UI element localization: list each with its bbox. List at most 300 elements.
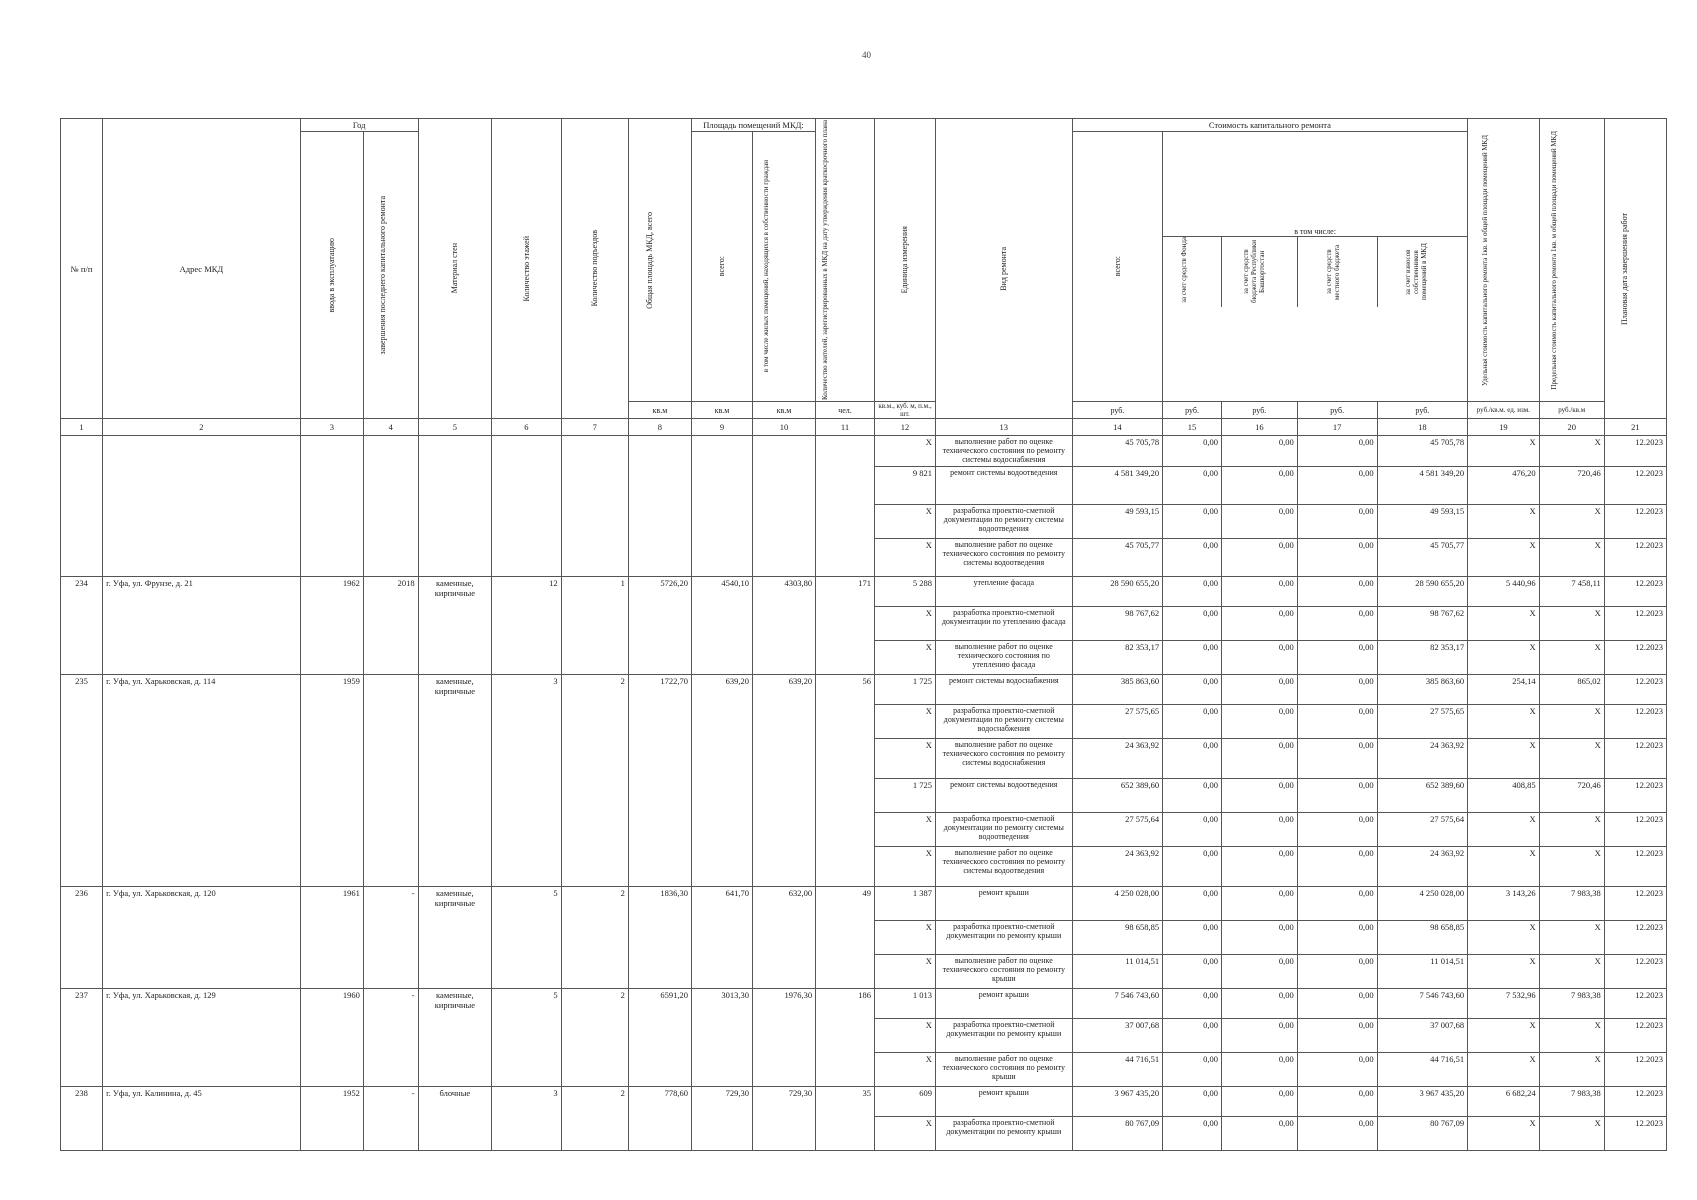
column-number: 18 bbox=[1377, 419, 1467, 436]
work-unit: X bbox=[874, 1052, 935, 1086]
year-commission: 1959 bbox=[300, 674, 363, 886]
specific-cost: 5 440,96 bbox=[1468, 576, 1540, 606]
total-area: 1836,30 bbox=[628, 886, 691, 988]
cost-fund: 0,00 bbox=[1163, 812, 1222, 846]
premises-area: 4540,10 bbox=[691, 576, 752, 674]
cost-total: 11 014,51 bbox=[1072, 954, 1162, 988]
work-unit: 1 725 bbox=[874, 674, 935, 704]
column-number: 13 bbox=[935, 419, 1072, 436]
work-type: разработка проектно-сметной документации по ремонту крыши bbox=[935, 920, 1072, 954]
cost-total: 652 389,60 bbox=[1072, 778, 1162, 812]
max-cost: X bbox=[1539, 504, 1604, 538]
column-number: 6 bbox=[492, 419, 561, 436]
cost-owners: 49 593,15 bbox=[1377, 504, 1467, 538]
premises-area: 3013,30 bbox=[691, 988, 752, 1086]
house-address: г. Уфа, ул. Фрунзе, д. 21 bbox=[103, 576, 301, 674]
header-max-cost: Предельная стоимость капитального ремонта 1кв. м общей площади помещений МКД bbox=[1549, 130, 1558, 390]
planned-date: 12.2023 bbox=[1604, 920, 1666, 954]
capital-repair-table bbox=[60, 118, 1667, 1151]
work-type: выполнение работ по оценке технического состояния по ремонту системы водоснабжения bbox=[935, 436, 1072, 467]
cost-local: 0,00 bbox=[1297, 466, 1377, 504]
premises-area: 639,20 bbox=[691, 674, 752, 886]
cost-total: 24 363,92 bbox=[1072, 846, 1162, 886]
header-year-commission: ввода в эксплуатацию bbox=[327, 237, 337, 313]
work-type: разработка проектно-сметной документации по ремонту крыши bbox=[935, 1116, 1072, 1150]
house-address bbox=[103, 436, 301, 577]
header-floors: Количество этажей bbox=[521, 235, 531, 302]
planned-date: 12.2023 bbox=[1604, 436, 1666, 467]
cost-fund: 0,00 bbox=[1163, 640, 1222, 674]
column-number-row bbox=[61, 419, 1667, 436]
cost-total: 49 593,15 bbox=[1072, 504, 1162, 538]
cost-local: 0,00 bbox=[1297, 576, 1377, 606]
planned-date: 12.2023 bbox=[1604, 704, 1666, 738]
cost-fund: 0,00 bbox=[1163, 778, 1222, 812]
cost-fund: 0,00 bbox=[1163, 466, 1222, 504]
planned-date: 12.2023 bbox=[1604, 576, 1666, 606]
table-body bbox=[61, 436, 1667, 1151]
specific-cost: X bbox=[1468, 640, 1540, 674]
cost-owners: 385 863,60 bbox=[1377, 674, 1467, 704]
planned-date: 12.2023 bbox=[1604, 1052, 1666, 1086]
header-cost-fund: за счет средств Фонда bbox=[1180, 236, 1189, 303]
cost-local: 0,00 bbox=[1297, 954, 1377, 988]
planned-date: 12.2023 bbox=[1604, 778, 1666, 812]
max-cost: 7 458,11 bbox=[1539, 576, 1604, 606]
work-type: разработка проектно-сметной документации по ремонту системы водоотведения bbox=[935, 504, 1072, 538]
column-number: 9 bbox=[691, 419, 752, 436]
header-unit: Единица измерения bbox=[900, 226, 910, 294]
cost-total: 27 575,64 bbox=[1072, 812, 1162, 846]
cost-owners: 45 705,78 bbox=[1377, 436, 1467, 467]
table-row bbox=[61, 674, 1667, 704]
column-number: 1 bbox=[61, 419, 103, 436]
header-cost-group: Стоимость капитального ремонта bbox=[1072, 119, 1467, 132]
unit-cost-local: руб. bbox=[1297, 402, 1377, 419]
total-area: 778,60 bbox=[628, 1086, 691, 1150]
cost-fund: 0,00 bbox=[1163, 704, 1222, 738]
cost-local: 0,00 bbox=[1297, 606, 1377, 640]
work-unit: X bbox=[874, 436, 935, 467]
header-premises-total: всего: bbox=[717, 256, 727, 277]
cost-owners: 98 658,85 bbox=[1377, 920, 1467, 954]
max-cost: X bbox=[1539, 538, 1604, 576]
planned-date: 12.2023 bbox=[1604, 504, 1666, 538]
unit-max-cost: руб./кв.м bbox=[1539, 402, 1604, 419]
cost-owners: 7 546 743,60 bbox=[1377, 988, 1467, 1018]
table-row bbox=[61, 886, 1667, 920]
house-address: г. Уфа, ул. Калинина, д. 45 bbox=[103, 1086, 301, 1150]
cost-fund: 0,00 bbox=[1163, 954, 1222, 988]
specific-cost: 6 682,24 bbox=[1468, 1086, 1540, 1116]
cost-republic: 0,00 bbox=[1221, 606, 1297, 640]
table-row bbox=[61, 436, 1667, 467]
column-number: 15 bbox=[1163, 419, 1222, 436]
cost-local: 0,00 bbox=[1297, 738, 1377, 778]
cost-owners: 44 716,51 bbox=[1377, 1052, 1467, 1086]
column-number: 5 bbox=[418, 419, 492, 436]
cost-total: 45 705,77 bbox=[1072, 538, 1162, 576]
house-number: 234 bbox=[61, 576, 103, 674]
premises-area bbox=[691, 436, 752, 577]
header-premises-group: Площадь помещений МКД: bbox=[691, 119, 815, 132]
max-cost: 7 983,38 bbox=[1539, 886, 1604, 920]
work-unit: X bbox=[874, 954, 935, 988]
specific-cost: X bbox=[1468, 436, 1540, 467]
max-cost: 865,02 bbox=[1539, 674, 1604, 704]
house-number: 238 bbox=[61, 1086, 103, 1150]
max-cost: X bbox=[1539, 738, 1604, 778]
work-type: выполнение работ по оценке технического состояния по ремонту системы водоотведения bbox=[935, 846, 1072, 886]
cost-fund: 0,00 bbox=[1163, 738, 1222, 778]
column-number: 2 bbox=[103, 419, 301, 436]
specific-cost: 254,14 bbox=[1468, 674, 1540, 704]
cost-owners: 82 353,17 bbox=[1377, 640, 1467, 674]
cost-republic: 0,00 bbox=[1221, 1116, 1297, 1150]
floors-count bbox=[492, 436, 561, 577]
cost-fund: 0,00 bbox=[1163, 920, 1222, 954]
cost-local: 0,00 bbox=[1297, 812, 1377, 846]
cost-republic: 0,00 bbox=[1221, 886, 1297, 920]
work-unit: X bbox=[874, 1116, 935, 1150]
cost-fund: 0,00 bbox=[1163, 988, 1222, 1018]
planned-date: 12.2023 bbox=[1604, 1018, 1666, 1052]
cost-total: 27 575,65 bbox=[1072, 704, 1162, 738]
work-type: ремонт крыши bbox=[935, 988, 1072, 1018]
header-specific-cost: Удельная стоимость капитального ремонта 1кв. м общей площади помещений МКД bbox=[1481, 134, 1490, 386]
work-unit: X bbox=[874, 538, 935, 576]
column-number: 3 bbox=[300, 419, 363, 436]
column-number: 16 bbox=[1221, 419, 1297, 436]
planned-date: 12.2023 bbox=[1604, 812, 1666, 846]
unit-cost-republic: руб. bbox=[1221, 402, 1297, 419]
unit-cost-total: руб. bbox=[1072, 402, 1162, 419]
cost-local: 0,00 bbox=[1297, 846, 1377, 886]
cost-republic: 0,00 bbox=[1221, 1086, 1297, 1116]
header-premises-owned: в том числе жилых помещений, находящихся в собственности граждан bbox=[762, 160, 770, 373]
entrances-count: 2 bbox=[561, 674, 628, 886]
work-type: утепление фасада bbox=[935, 576, 1072, 606]
cost-owners: 45 705,77 bbox=[1377, 538, 1467, 576]
specific-cost: X bbox=[1468, 606, 1540, 640]
cost-local: 0,00 bbox=[1297, 1052, 1377, 1086]
cost-total: 7 546 743,60 bbox=[1072, 988, 1162, 1018]
cost-republic: 0,00 bbox=[1221, 778, 1297, 812]
unit-total-area: кв.м bbox=[628, 402, 691, 419]
cost-fund: 0,00 bbox=[1163, 1018, 1222, 1052]
cost-fund: 0,00 bbox=[1163, 1052, 1222, 1086]
cost-local: 0,00 bbox=[1297, 704, 1377, 738]
work-type: ремонт системы водоотведения bbox=[935, 778, 1072, 812]
planned-date: 12.2023 bbox=[1604, 738, 1666, 778]
planned-date: 12.2023 bbox=[1604, 466, 1666, 504]
cost-total: 24 363,92 bbox=[1072, 738, 1162, 778]
work-type: ремонт системы водоотведения bbox=[935, 466, 1072, 504]
cost-local: 0,00 bbox=[1297, 1116, 1377, 1150]
header-year-last-repair: завершения последнего капитального ремонта bbox=[377, 195, 387, 355]
cost-republic: 0,00 bbox=[1221, 674, 1297, 704]
cost-total: 3 967 435,20 bbox=[1072, 1086, 1162, 1116]
wall-material: каменные, кирпичные bbox=[418, 988, 492, 1086]
max-cost: 720,46 bbox=[1539, 778, 1604, 812]
cost-fund: 0,00 bbox=[1163, 576, 1222, 606]
entrances-count: 2 bbox=[561, 886, 628, 988]
cost-fund: 0,00 bbox=[1163, 606, 1222, 640]
owned-area: 4303,80 bbox=[752, 576, 815, 674]
entrances-count: 1 bbox=[561, 576, 628, 674]
max-cost: X bbox=[1539, 1116, 1604, 1150]
max-cost: X bbox=[1539, 1018, 1604, 1052]
column-number: 4 bbox=[363, 419, 418, 436]
cost-total: 98 767,62 bbox=[1072, 606, 1162, 640]
max-cost: X bbox=[1539, 606, 1604, 640]
cost-local: 0,00 bbox=[1297, 640, 1377, 674]
work-type: ремонт крыши bbox=[935, 1086, 1072, 1116]
work-type: выполнение работ по оценке технического состояния по ремонту крыши bbox=[935, 1052, 1072, 1086]
max-cost: X bbox=[1539, 640, 1604, 674]
cost-fund: 0,00 bbox=[1163, 1116, 1222, 1150]
premises-area: 641,70 bbox=[691, 886, 752, 988]
cost-total: 28 590 655,20 bbox=[1072, 576, 1162, 606]
owned-area bbox=[752, 436, 815, 577]
table-row bbox=[61, 576, 1667, 606]
house-number: 236 bbox=[61, 886, 103, 988]
max-cost: X bbox=[1539, 920, 1604, 954]
specific-cost: 408,85 bbox=[1468, 778, 1540, 812]
planned-date: 12.2023 bbox=[1604, 1116, 1666, 1150]
owned-area: 1976,30 bbox=[752, 988, 815, 1086]
max-cost: X bbox=[1539, 846, 1604, 886]
entrances-count: 2 bbox=[561, 1086, 628, 1150]
cost-owners: 24 363,92 bbox=[1377, 738, 1467, 778]
cost-owners: 27 575,65 bbox=[1377, 704, 1467, 738]
header-cost-total: всего: bbox=[1112, 256, 1122, 277]
year-last-repair: - bbox=[363, 988, 418, 1086]
cost-local: 0,00 bbox=[1297, 920, 1377, 954]
max-cost: X bbox=[1539, 1052, 1604, 1086]
work-unit: X bbox=[874, 606, 935, 640]
header-residents: Количество жителей, зарегистрированных в МКД на дату утверждения краткосрочного плана bbox=[821, 120, 829, 401]
work-type: выполнение работ по оценке технического состояния по ремонту системы водоснабжения bbox=[935, 738, 1072, 778]
header-num: № п/п bbox=[61, 119, 103, 419]
unit-specific-cost: руб./кв.м. ед. изм. bbox=[1468, 402, 1540, 419]
header-cost-owners: за счет взносов собственников помещений в МКД bbox=[1404, 243, 1429, 300]
unit-measure: кв.м., куб. м, п.м., шт. bbox=[874, 402, 935, 419]
header-work-type: Вид ремонта bbox=[999, 246, 1009, 291]
cost-fund: 0,00 bbox=[1163, 436, 1222, 467]
specific-cost: X bbox=[1468, 1116, 1540, 1150]
cost-fund: 0,00 bbox=[1163, 504, 1222, 538]
unit-cost-owners: руб. bbox=[1377, 402, 1467, 419]
cost-total: 80 767,09 bbox=[1072, 1116, 1162, 1150]
cost-owners: 4 250 028,00 bbox=[1377, 886, 1467, 920]
total-area: 5726,20 bbox=[628, 576, 691, 674]
cost-republic: 0,00 bbox=[1221, 538, 1297, 576]
column-number: 14 bbox=[1072, 419, 1162, 436]
wall-material: блочные bbox=[418, 1086, 492, 1150]
work-unit: X bbox=[874, 738, 935, 778]
column-number: 21 bbox=[1604, 419, 1666, 436]
residents-count: 171 bbox=[816, 576, 875, 674]
table-row bbox=[61, 988, 1667, 1018]
cost-republic: 0,00 bbox=[1221, 504, 1297, 538]
work-unit: X bbox=[874, 504, 935, 538]
cost-total: 98 658,85 bbox=[1072, 920, 1162, 954]
cost-fund: 0,00 bbox=[1163, 846, 1222, 886]
specific-cost: X bbox=[1468, 1052, 1540, 1086]
max-cost: 720,46 bbox=[1539, 466, 1604, 504]
cost-fund: 0,00 bbox=[1163, 674, 1222, 704]
work-unit: X bbox=[874, 846, 935, 886]
cost-republic: 0,00 bbox=[1221, 988, 1297, 1018]
year-last-repair: 2018 bbox=[363, 576, 418, 674]
work-unit: 1 725 bbox=[874, 778, 935, 812]
cost-republic: 0,00 bbox=[1221, 466, 1297, 504]
cost-republic: 0,00 bbox=[1221, 436, 1297, 467]
total-area bbox=[628, 436, 691, 577]
planned-date: 12.2023 bbox=[1604, 640, 1666, 674]
work-type: выполнение работ по оценке технического состояния по утеплению фасада bbox=[935, 640, 1072, 674]
cost-local: 0,00 bbox=[1297, 436, 1377, 467]
cost-fund: 0,00 bbox=[1163, 1086, 1222, 1116]
work-unit: X bbox=[874, 920, 935, 954]
cost-owners: 37 007,68 bbox=[1377, 1018, 1467, 1052]
work-unit: 5 288 bbox=[874, 576, 935, 606]
cost-owners: 98 767,62 bbox=[1377, 606, 1467, 640]
cost-republic: 0,00 bbox=[1221, 1018, 1297, 1052]
cost-total: 45 705,78 bbox=[1072, 436, 1162, 467]
specific-cost: X bbox=[1468, 1018, 1540, 1052]
cost-owners: 4 581 349,20 bbox=[1377, 466, 1467, 504]
year-commission: 1952 bbox=[300, 1086, 363, 1150]
work-unit: X bbox=[874, 1018, 935, 1052]
column-number: 11 bbox=[816, 419, 875, 436]
cost-owners: 80 767,09 bbox=[1377, 1116, 1467, 1150]
header-year-group: Год bbox=[300, 119, 418, 132]
column-number: 7 bbox=[561, 419, 628, 436]
specific-cost: X bbox=[1468, 504, 1540, 538]
year-commission bbox=[300, 436, 363, 577]
work-type: ремонт системы водоснабжения bbox=[935, 674, 1072, 704]
work-unit: X bbox=[874, 704, 935, 738]
year-commission: 1961 bbox=[300, 886, 363, 988]
residents-count: 35 bbox=[816, 1086, 875, 1150]
residents-count: 49 bbox=[816, 886, 875, 988]
cost-local: 0,00 bbox=[1297, 778, 1377, 812]
cost-local: 0,00 bbox=[1297, 674, 1377, 704]
header-address: Адрес МКД bbox=[103, 119, 301, 419]
cost-local: 0,00 bbox=[1297, 504, 1377, 538]
work-type: выполнение работ по оценке технического состояния по ремонту системы водоотведения bbox=[935, 538, 1072, 576]
entrances-count bbox=[561, 436, 628, 577]
max-cost: X bbox=[1539, 954, 1604, 988]
unit-premises-total: кв.м bbox=[691, 402, 752, 419]
max-cost: X bbox=[1539, 704, 1604, 738]
owned-area: 639,20 bbox=[752, 674, 815, 886]
header-cost-republic: за счет средств бюджета Республики Башкортостан bbox=[1241, 240, 1266, 303]
specific-cost: 476,20 bbox=[1468, 466, 1540, 504]
cost-owners: 28 590 655,20 bbox=[1377, 576, 1467, 606]
specific-cost: X bbox=[1468, 846, 1540, 886]
specific-cost: X bbox=[1468, 954, 1540, 988]
premises-area: 729,30 bbox=[691, 1086, 752, 1150]
cost-local: 0,00 bbox=[1297, 538, 1377, 576]
wall-material: каменные, кирпичные bbox=[418, 886, 492, 988]
cost-total: 37 007,68 bbox=[1072, 1018, 1162, 1052]
max-cost: 7 983,38 bbox=[1539, 988, 1604, 1018]
column-number: 17 bbox=[1297, 419, 1377, 436]
work-type: ремонт крыши bbox=[935, 886, 1072, 920]
cost-owners: 3 967 435,20 bbox=[1377, 1086, 1467, 1116]
work-type: разработка проектно-сметной документации по ремонту системы водоотведения bbox=[935, 812, 1072, 846]
header-total-area: Общая площадь МКД, всего bbox=[644, 211, 654, 309]
entrances-count: 2 bbox=[561, 988, 628, 1086]
cost-total: 82 353,17 bbox=[1072, 640, 1162, 674]
cost-owners: 24 363,92 bbox=[1377, 846, 1467, 886]
owned-area: 729,30 bbox=[752, 1086, 815, 1150]
capital-repair-table-container bbox=[60, 118, 1667, 1151]
header-planned-date: Плановая дата завершения работ bbox=[1620, 212, 1630, 325]
residents-count: 186 bbox=[816, 988, 875, 1086]
header-including: в том числе: bbox=[1163, 227, 1467, 237]
cost-owners: 11 014,51 bbox=[1377, 954, 1467, 988]
floors-count: 3 bbox=[492, 674, 561, 886]
cost-republic: 0,00 bbox=[1221, 640, 1297, 674]
cost-local: 0,00 bbox=[1297, 1086, 1377, 1116]
max-cost: 7 983,38 bbox=[1539, 1086, 1604, 1116]
year-commission: 1962 bbox=[300, 576, 363, 674]
floors-count: 5 bbox=[492, 988, 561, 1086]
cost-local: 0,00 bbox=[1297, 886, 1377, 920]
wall-material: каменные, кирпичные bbox=[418, 576, 492, 674]
table-row bbox=[61, 1086, 1667, 1116]
column-number: 12 bbox=[874, 419, 935, 436]
house-address: г. Уфа, ул. Харьковская, д. 114 bbox=[103, 674, 301, 886]
cost-local: 0,00 bbox=[1297, 988, 1377, 1018]
work-unit: X bbox=[874, 812, 935, 846]
house-number: 237 bbox=[61, 988, 103, 1086]
total-area: 1722,70 bbox=[628, 674, 691, 886]
residents-count: 56 bbox=[816, 674, 875, 886]
cost-total: 4 581 349,20 bbox=[1072, 466, 1162, 504]
total-area: 6591,20 bbox=[628, 988, 691, 1086]
cost-total: 4 250 028,00 bbox=[1072, 886, 1162, 920]
planned-date: 12.2023 bbox=[1604, 606, 1666, 640]
owned-area: 632,00 bbox=[752, 886, 815, 988]
work-unit: 609 bbox=[874, 1086, 935, 1116]
floors-count: 3 bbox=[492, 1086, 561, 1150]
cost-republic: 0,00 bbox=[1221, 846, 1297, 886]
specific-cost: X bbox=[1468, 704, 1540, 738]
work-type: разработка проектно-сметной документации по ремонту системы водоснабжения bbox=[935, 704, 1072, 738]
page-number: 40 bbox=[862, 50, 871, 60]
house-number: 235 bbox=[61, 674, 103, 886]
specific-cost: X bbox=[1468, 738, 1540, 778]
cost-republic: 0,00 bbox=[1221, 954, 1297, 988]
floors-count: 5 bbox=[492, 886, 561, 988]
unit-residents: чел. bbox=[816, 402, 875, 419]
unit-premises-owned: кв.м bbox=[752, 402, 815, 419]
max-cost: X bbox=[1539, 812, 1604, 846]
cost-republic: 0,00 bbox=[1221, 1052, 1297, 1086]
cost-republic: 0,00 bbox=[1221, 920, 1297, 954]
house-number bbox=[61, 436, 103, 577]
year-last-repair bbox=[363, 436, 418, 577]
cost-local: 0,00 bbox=[1297, 1018, 1377, 1052]
work-unit: 1 387 bbox=[874, 886, 935, 920]
planned-date: 12.2023 bbox=[1604, 538, 1666, 576]
column-number: 19 bbox=[1468, 419, 1540, 436]
